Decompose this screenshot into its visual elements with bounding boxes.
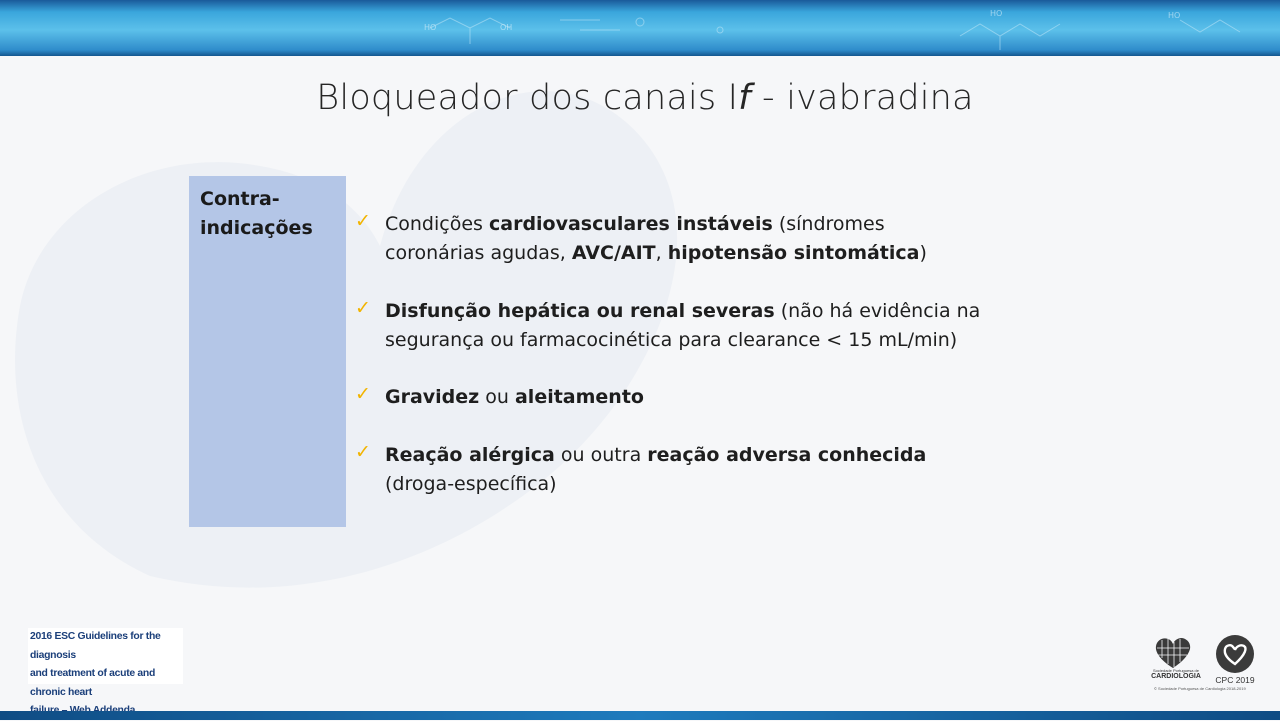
title-suffix: - ivabradina [750,78,974,118]
contraindications-label [200,185,340,243]
svg-text:OH: OH [500,23,513,32]
copyright-text: © Sociedade Portuguesa de Cardiologia 2018-2019 [1154,686,1246,691]
contraindications-label-box [189,176,346,527]
label-line-1: Contra- [200,188,280,210]
label-line-2: indicações [200,217,313,239]
checkmark-icon: ✓ [355,441,371,463]
checkmark-icon: ✓ [355,210,371,232]
checkmark-icon: ✓ [355,383,371,405]
slide-title [0,78,1280,118]
spc-name: CARDIOLOGIA [1151,673,1201,680]
list-item-text: Reação alérgica ou outra reação adversa conhecida (droga-específica) [385,444,927,495]
logos [1148,632,1260,694]
list-item-text: Gravidez ou aleitamento [385,386,644,408]
spc-small-text: Sociedade Portuguesa de [1152,668,1200,673]
top-banner [0,0,1280,56]
molecule-pattern-decoration [0,0,1280,56]
guideline-reference [28,628,183,698]
checkmark-icon: ✓ [355,297,371,319]
bottom-bar [0,711,1280,720]
svg-text:HO: HO [424,23,437,32]
svg-text:HO: HO [990,9,1003,18]
spc-heart-logo [1154,636,1192,670]
reference-line: 2016 ESC Guidelines for the diagnosis [30,631,161,661]
cpc-label: CPC 2019 [1215,675,1255,685]
reference-line: and treatment of acute and chronic heart [30,668,155,698]
list-item-text: Disfunção hepática ou renal severas (não há evidência na segurança ou farmacocinética para clearance < 15 mL/min) [385,300,981,351]
title-italic-f: f [738,78,751,118]
cpc-logo [1216,635,1254,673]
svg-text:HO: HO [1168,11,1181,20]
list-item-text: Condições cardiovasculares instáveis (síndromes coronárias agudas, AVC/AIT, hipotensão sintomática) [385,213,927,264]
title-text: Bloqueador dos canais I [316,78,739,118]
cpc-heart-icon [1216,635,1254,673]
